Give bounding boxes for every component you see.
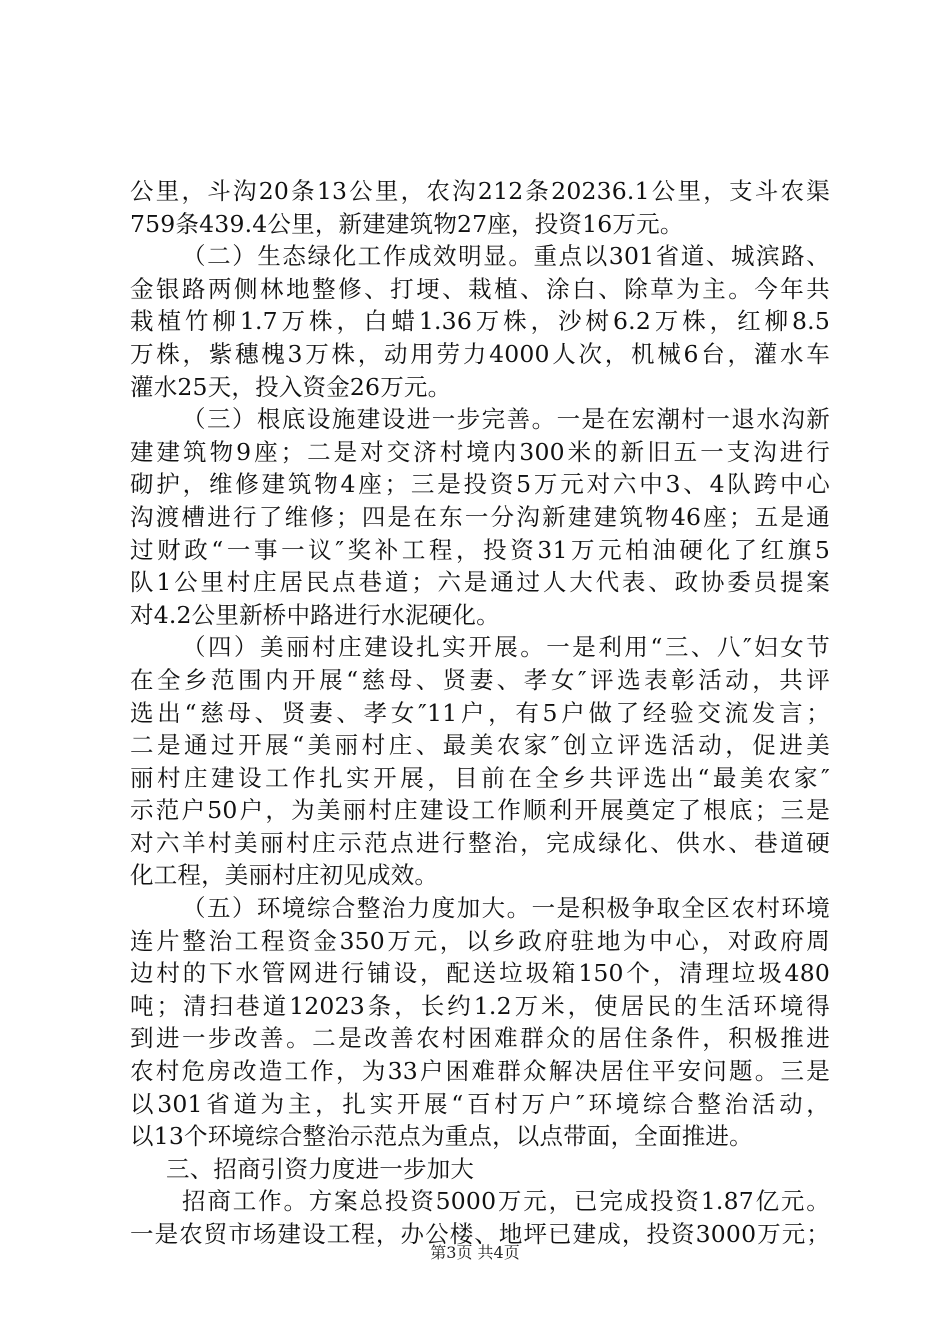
text-line: 万株，紫穗槐3万株，动用劳力4000人次，机械6台，灌水车 xyxy=(130,339,830,368)
text-line: 示范户50户，为美丽村庄建设工作顺利开展奠定了根底；三是 xyxy=(130,796,830,825)
text-line: （二）生态绿化工作成效明显。重点以301省道、城滨路、 xyxy=(182,242,830,271)
text-line: 选出“慈母、贤妻、孝女″11户，有5户做了经验交流发言； xyxy=(130,698,830,727)
text-line: 招商工作。方案总投资5000万元，已完成投资1.87亿元。 xyxy=(182,1187,830,1216)
text-line: （四）美丽村庄建设扎实开展。一是利用“三、八″妇女节 xyxy=(182,633,830,662)
text-line: 对4.2公里新桥中路进行水泥硬化。 xyxy=(130,600,500,629)
text-line: 对六羊村美丽村庄示范点进行整治，完成绿化、供水、巷道硬 xyxy=(130,828,830,857)
document-body xyxy=(130,175,830,1251)
text-line: 农村危房改造工作，为33户困难群众解决居住平安问题。三是 xyxy=(130,1057,830,1086)
text-line: 公里，斗沟20条13公里，农沟212条20236.1公里，支斗农渠 xyxy=(130,177,830,205)
text-line: 金银路两侧林地整修、打埂、栽植、涂白、除草为主。今年共 xyxy=(130,274,830,303)
text-line: 建建筑物9座；二是对交济村境内300米的新旧五一支沟进行 xyxy=(130,437,830,466)
text-line: 到进一步改善。二是改善农村困难群众的居住条件，积极推进 xyxy=(130,1024,830,1053)
text-line: （三）根底设施建设进一步完善。一是在宏潮村一退水沟新 xyxy=(182,405,830,434)
text-line: 丽村庄建设工作扎实开展，目前在全乡共评选出“最美农家″ xyxy=(130,763,830,792)
text-line: 759条439.4公里，新建建筑物27座，投资16万元。 xyxy=(130,209,684,238)
text-line: 吨；清扫巷道12023条，长约1.2万米，使居民的生活环境得 xyxy=(130,991,830,1020)
text-line: 队1公里村庄居民点巷道；六是通过人大代表、政协委员提案 xyxy=(130,568,830,597)
page-footer: 第3页 共4页 xyxy=(430,1243,520,1262)
text-line: 灌水25天，投入资金26万元。 xyxy=(130,372,452,401)
text-line: 一是农贸市场建设工程，办公楼、地坪已建成，投资3000万元； xyxy=(130,1220,830,1248)
text-line: 连片整治工程资金350万元，以乡政府驻地为中心，对政府周 xyxy=(130,926,830,955)
text-line: 边村的下水管网进行铺设，配送垃圾箱150个，清理垃圾480 xyxy=(130,959,830,988)
text-line: 沟渡槽进行了维修；四是在东一分沟新建建筑物46座；五是通 xyxy=(130,502,830,531)
text-line: 过财政“一事一议″奖补工程，投资31万元柏油硬化了红旗5 xyxy=(130,535,830,564)
text-line: （五）环境综合整治力度加大。一是积极争取全区农村环境 xyxy=(182,894,830,923)
text-line: 化工程，美丽村庄初见成效。 xyxy=(130,861,439,890)
text-line: 以301省道为主，扎实开展“百村万户″环境综合整治活动， xyxy=(130,1089,830,1118)
text-line: 二是通过开展“美丽村庄、最美农家″创立评选活动，促进美 xyxy=(130,731,830,760)
text-line: 以13个环境综合整治示范点为重点，以点带面，全面推进。 xyxy=(130,1122,753,1151)
text-line: 在全乡范围内开展“慈母、贤妻、孝女″评选表彰活动，共评 xyxy=(130,665,830,694)
text-line: 三、招商引资力度进一步加大 xyxy=(166,1154,475,1183)
text-line: 砌护，维修建筑物4座；三是投资5万元对六中3、4队跨中心 xyxy=(130,470,830,499)
text-line: 栽植竹柳1.7万株，白蜡1.36万株，沙树6.2万株，红柳8.5 xyxy=(130,307,830,336)
